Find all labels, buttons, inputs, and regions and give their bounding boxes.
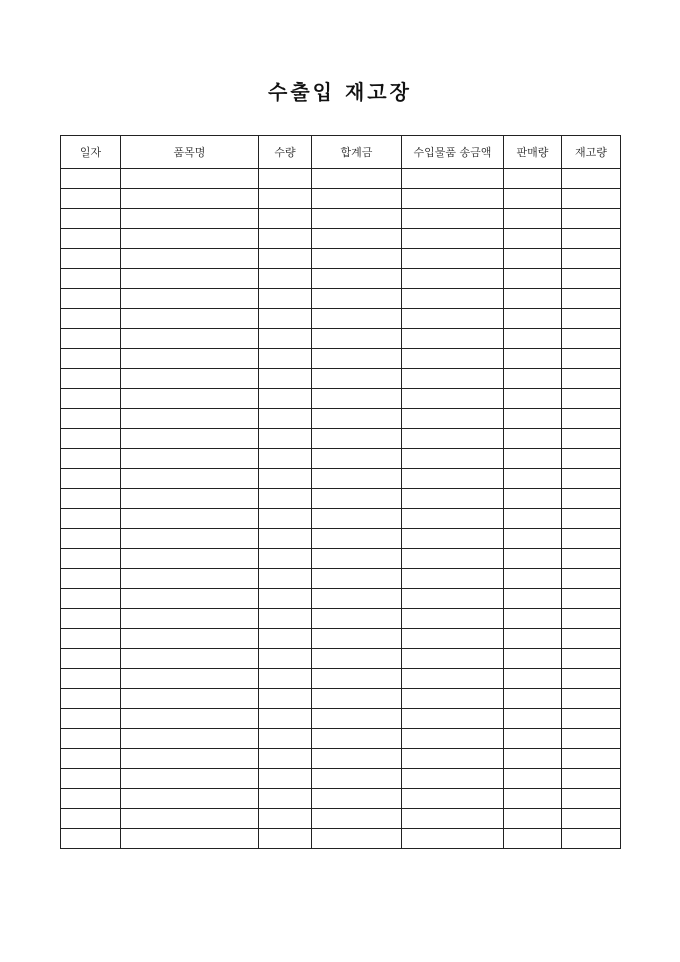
table-cell[interactable]: [61, 769, 121, 789]
table-row: [61, 169, 621, 189]
table-cell[interactable]: [259, 509, 312, 529]
table-cell[interactable]: [121, 609, 259, 629]
table-cell[interactable]: [312, 449, 402, 469]
table-row: [61, 449, 621, 469]
table-cell[interactable]: [504, 529, 562, 549]
table-row: [61, 769, 621, 789]
table-row: [61, 489, 621, 509]
table-cell[interactable]: [259, 249, 312, 269]
table-cell[interactable]: [402, 269, 504, 289]
table-cell[interactable]: [562, 309, 621, 329]
table-cell[interactable]: [504, 809, 562, 829]
table-cell[interactable]: [61, 729, 121, 749]
table-cell[interactable]: [121, 209, 259, 229]
table-cell[interactable]: [312, 349, 402, 369]
table-cell[interactable]: [121, 809, 259, 829]
table-row: [61, 509, 621, 529]
table-cell[interactable]: [504, 189, 562, 209]
table-cell[interactable]: [121, 389, 259, 409]
table-cell[interactable]: [259, 229, 312, 249]
table-cell[interactable]: [121, 749, 259, 769]
table-cell[interactable]: [312, 669, 402, 689]
table-cell[interactable]: [504, 229, 562, 249]
table-cell[interactable]: [562, 449, 621, 469]
table-cell[interactable]: [402, 469, 504, 489]
table-cell[interactable]: [312, 589, 402, 609]
table-cell[interactable]: [504, 549, 562, 569]
table-cell[interactable]: [121, 249, 259, 269]
table-cell[interactable]: [121, 729, 259, 749]
table-cell[interactable]: [121, 509, 259, 529]
table-cell[interactable]: [259, 209, 312, 229]
column-header-quantity: 수량: [259, 136, 312, 169]
table-cell[interactable]: [562, 249, 621, 269]
table-cell[interactable]: [312, 249, 402, 269]
table-row: [61, 309, 621, 329]
table-cell[interactable]: [562, 789, 621, 809]
table-cell[interactable]: [402, 209, 504, 229]
table-cell[interactable]: [504, 689, 562, 709]
table-row: [61, 529, 621, 549]
table-cell[interactable]: [61, 209, 121, 229]
table-cell[interactable]: [61, 829, 121, 849]
table-cell[interactable]: [402, 229, 504, 249]
table-cell[interactable]: [61, 189, 121, 209]
table-row: [61, 209, 621, 229]
table-cell[interactable]: [402, 329, 504, 349]
table-cell[interactable]: [504, 489, 562, 509]
table-cell[interactable]: [121, 829, 259, 849]
table-cell[interactable]: [61, 749, 121, 769]
table-cell[interactable]: [61, 669, 121, 689]
inventory-ledger-table: [60, 135, 621, 849]
table-row: [61, 289, 621, 309]
table-cell[interactable]: [259, 749, 312, 769]
table-cell[interactable]: [61, 489, 121, 509]
table-cell[interactable]: [121, 349, 259, 369]
table-row: [61, 189, 621, 209]
table-cell[interactable]: [562, 189, 621, 209]
table-cell[interactable]: [259, 449, 312, 469]
table-cell[interactable]: [402, 489, 504, 509]
table-cell[interactable]: [562, 229, 621, 249]
table-row: [61, 389, 621, 409]
table-cell[interactable]: [504, 309, 562, 329]
table-cell[interactable]: [504, 389, 562, 409]
table-cell[interactable]: [402, 729, 504, 749]
table-cell[interactable]: [504, 369, 562, 389]
table-cell[interactable]: [312, 769, 402, 789]
table-cell[interactable]: [259, 169, 312, 189]
header-row: [61, 136, 621, 169]
table-cell[interactable]: [121, 529, 259, 549]
table-cell[interactable]: [402, 189, 504, 209]
table-cell[interactable]: [61, 589, 121, 609]
table-cell[interactable]: [312, 269, 402, 289]
table-cell[interactable]: [312, 609, 402, 629]
table-cell[interactable]: [121, 289, 259, 309]
table-cell[interactable]: [259, 629, 312, 649]
table-cell[interactable]: [61, 569, 121, 589]
table-cell[interactable]: [121, 709, 259, 729]
table-cell[interactable]: [61, 469, 121, 489]
table-cell[interactable]: [61, 689, 121, 709]
table-cell[interactable]: [259, 589, 312, 609]
table-cell[interactable]: [312, 409, 402, 429]
table-cell[interactable]: [61, 809, 121, 829]
table-cell[interactable]: [562, 629, 621, 649]
table-row: [61, 429, 621, 449]
table-cell[interactable]: [504, 469, 562, 489]
table-cell[interactable]: [259, 549, 312, 569]
table-cell[interactable]: [312, 429, 402, 449]
table-cell[interactable]: [402, 409, 504, 429]
table-cell[interactable]: [259, 829, 312, 849]
table-row: [61, 409, 621, 429]
table-cell[interactable]: [61, 169, 121, 189]
table-cell[interactable]: [562, 209, 621, 229]
table-cell[interactable]: [562, 589, 621, 609]
table-cell[interactable]: [312, 469, 402, 489]
table-cell[interactable]: [121, 409, 259, 429]
table-cell[interactable]: [61, 709, 121, 729]
table-cell[interactable]: [312, 389, 402, 409]
table-cell[interactable]: [504, 789, 562, 809]
table-cell[interactable]: [562, 809, 621, 829]
table-cell[interactable]: [312, 689, 402, 709]
table-cell[interactable]: [504, 749, 562, 769]
table-cell[interactable]: [312, 729, 402, 749]
table-cell[interactable]: [61, 249, 121, 269]
table-cell[interactable]: [121, 269, 259, 289]
table-cell[interactable]: [121, 329, 259, 349]
table-row: [61, 609, 621, 629]
table-cell[interactable]: [312, 169, 402, 189]
table-cell[interactable]: [121, 669, 259, 689]
table-cell[interactable]: [259, 769, 312, 789]
table-row: [61, 349, 621, 369]
table-cell[interactable]: [402, 829, 504, 849]
table-row: [61, 549, 621, 569]
table-cell[interactable]: [259, 429, 312, 449]
table-cell[interactable]: [312, 829, 402, 849]
table-cell[interactable]: [562, 569, 621, 589]
table-row: [61, 829, 621, 849]
table-cell[interactable]: [504, 629, 562, 649]
table-cell[interactable]: [259, 809, 312, 829]
table-cell[interactable]: [61, 289, 121, 309]
table-cell[interactable]: [504, 409, 562, 429]
table-row: [61, 469, 621, 489]
table-cell[interactable]: [312, 289, 402, 309]
table-cell[interactable]: [259, 789, 312, 809]
table-cell[interactable]: [562, 689, 621, 709]
table-cell[interactable]: [121, 769, 259, 789]
table-cell[interactable]: [504, 429, 562, 449]
table-cell[interactable]: [259, 709, 312, 729]
table-cell[interactable]: [562, 409, 621, 429]
table-cell[interactable]: [259, 529, 312, 549]
table-cell[interactable]: [504, 829, 562, 849]
table-cell[interactable]: [312, 329, 402, 349]
table-cell[interactable]: [259, 269, 312, 289]
table-cell[interactable]: [402, 629, 504, 649]
table-cell[interactable]: [121, 629, 259, 649]
table-cell[interactable]: [312, 509, 402, 529]
table-cell[interactable]: [259, 609, 312, 629]
table-cell[interactable]: [402, 549, 504, 569]
table-cell[interactable]: [121, 169, 259, 189]
table-cell[interactable]: [312, 709, 402, 729]
table-cell[interactable]: [121, 449, 259, 469]
table-cell[interactable]: [259, 189, 312, 209]
table-cell[interactable]: [259, 729, 312, 749]
table-cell[interactable]: [504, 349, 562, 369]
table-cell[interactable]: [121, 469, 259, 489]
table-cell[interactable]: [562, 669, 621, 689]
table-cell[interactable]: [121, 429, 259, 449]
table-cell[interactable]: [61, 309, 121, 329]
table-cell[interactable]: [562, 649, 621, 669]
table-cell[interactable]: [61, 789, 121, 809]
table-cell[interactable]: [402, 429, 504, 449]
table-cell[interactable]: [61, 409, 121, 429]
table-cell[interactable]: [121, 569, 259, 589]
table-row: [61, 329, 621, 349]
table-cell[interactable]: [402, 449, 504, 469]
table-cell[interactable]: [312, 629, 402, 649]
table-cell[interactable]: [504, 329, 562, 349]
table-cell[interactable]: [562, 729, 621, 749]
table-cell[interactable]: [562, 609, 621, 629]
table-cell[interactable]: [402, 309, 504, 329]
table-cell[interactable]: [504, 169, 562, 189]
table-cell[interactable]: [504, 449, 562, 469]
table-cell[interactable]: [562, 169, 621, 189]
column-header-sales-volume: 판매량: [504, 136, 562, 169]
table-cell[interactable]: [121, 309, 259, 329]
table-cell[interactable]: [504, 649, 562, 669]
table-cell[interactable]: [562, 369, 621, 389]
table-cell[interactable]: [312, 809, 402, 829]
table-row: [61, 269, 621, 289]
table-cell[interactable]: [562, 829, 621, 849]
table-cell[interactable]: [312, 309, 402, 329]
table-cell[interactable]: [402, 669, 504, 689]
column-header-date: 일자: [61, 136, 121, 169]
table-cell[interactable]: [402, 569, 504, 589]
table-cell[interactable]: [504, 589, 562, 609]
ledger-body: [61, 169, 621, 849]
table-cell[interactable]: [402, 529, 504, 549]
table-cell[interactable]: [402, 169, 504, 189]
table-row: [61, 749, 621, 769]
table-row: [61, 789, 621, 809]
table-cell[interactable]: [562, 769, 621, 789]
table-cell[interactable]: [402, 709, 504, 729]
table-cell[interactable]: [312, 549, 402, 569]
table-cell[interactable]: [402, 689, 504, 709]
table-cell[interactable]: [562, 389, 621, 409]
table-cell[interactable]: [312, 369, 402, 389]
table-cell[interactable]: [121, 489, 259, 509]
page-title: 수출입 재고장: [268, 80, 412, 104]
table-cell[interactable]: [562, 429, 621, 449]
table-row: [61, 689, 621, 709]
table-cell[interactable]: [504, 769, 562, 789]
table-cell[interactable]: [121, 189, 259, 209]
table-cell[interactable]: [259, 669, 312, 689]
column-header-item-name: 품목명: [121, 136, 259, 169]
table-cell[interactable]: [562, 509, 621, 529]
table-cell[interactable]: [562, 529, 621, 549]
table-cell[interactable]: [61, 269, 121, 289]
table-cell[interactable]: [312, 569, 402, 589]
table-cell[interactable]: [259, 329, 312, 349]
table-cell[interactable]: [61, 629, 121, 649]
table-cell[interactable]: [402, 389, 504, 409]
table-cell[interactable]: [61, 609, 121, 629]
table-cell[interactable]: [312, 489, 402, 509]
table-cell[interactable]: [402, 369, 504, 389]
table-cell[interactable]: [61, 349, 121, 369]
table-cell[interactable]: [259, 289, 312, 309]
table-cell[interactable]: [61, 389, 121, 409]
table-cell[interactable]: [402, 609, 504, 629]
table-cell[interactable]: [562, 289, 621, 309]
table-cell[interactable]: [402, 289, 504, 309]
table-cell[interactable]: [402, 769, 504, 789]
table-cell[interactable]: [312, 189, 402, 209]
table-row: [61, 709, 621, 729]
table-cell[interactable]: [402, 749, 504, 769]
table-cell[interactable]: [121, 549, 259, 569]
table-cell[interactable]: [259, 349, 312, 369]
table-cell[interactable]: [259, 649, 312, 669]
column-header-import-remittance: 수입물품 송금액: [402, 136, 504, 169]
table-cell[interactable]: [504, 729, 562, 749]
table-cell[interactable]: [61, 329, 121, 349]
table-row: [61, 249, 621, 269]
table-cell[interactable]: [504, 289, 562, 309]
column-header-total-amount: 합계금: [312, 136, 402, 169]
table-row: [61, 809, 621, 829]
table-cell[interactable]: [504, 609, 562, 629]
table-cell[interactable]: [562, 469, 621, 489]
table-cell[interactable]: [121, 789, 259, 809]
table-cell[interactable]: [121, 689, 259, 709]
table-row: [61, 229, 621, 249]
table-row: [61, 569, 621, 589]
table-row: [61, 369, 621, 389]
table-cell[interactable]: [121, 369, 259, 389]
table-cell[interactable]: [259, 469, 312, 489]
table-cell[interactable]: [312, 229, 402, 249]
table-cell[interactable]: [562, 549, 621, 569]
table-cell[interactable]: [121, 649, 259, 669]
table-cell[interactable]: [504, 569, 562, 589]
table-cell[interactable]: [562, 269, 621, 289]
table-cell[interactable]: [402, 809, 504, 829]
table-cell[interactable]: [61, 369, 121, 389]
table-cell[interactable]: [402, 589, 504, 609]
table-cell[interactable]: [402, 349, 504, 369]
table-cell[interactable]: [61, 229, 121, 249]
table-cell[interactable]: [259, 689, 312, 709]
table-cell[interactable]: [562, 749, 621, 769]
table-cell[interactable]: [259, 569, 312, 589]
table-cell[interactable]: [562, 349, 621, 369]
table-cell[interactable]: [61, 429, 121, 449]
table-cell[interactable]: [312, 649, 402, 669]
table-row: [61, 649, 621, 669]
table-cell[interactable]: [312, 789, 402, 809]
table-cell[interactable]: [402, 509, 504, 529]
table-cell[interactable]: [61, 529, 121, 549]
table-cell[interactable]: [312, 209, 402, 229]
table-cell[interactable]: [312, 749, 402, 769]
table-cell[interactable]: [562, 329, 621, 349]
table-cell[interactable]: [402, 249, 504, 269]
table-row: [61, 729, 621, 749]
table-cell[interactable]: [402, 789, 504, 809]
table-cell[interactable]: [402, 649, 504, 669]
table-cell[interactable]: [259, 409, 312, 429]
table-cell[interactable]: [504, 669, 562, 689]
column-header-stock-quantity: 재고량: [562, 136, 621, 169]
table-cell[interactable]: [504, 269, 562, 289]
table-cell[interactable]: [312, 529, 402, 549]
table-cell[interactable]: [259, 389, 312, 409]
table-cell[interactable]: [562, 709, 621, 729]
table-cell[interactable]: [61, 549, 121, 569]
table-cell[interactable]: [121, 589, 259, 609]
table-cell[interactable]: [121, 229, 259, 249]
table-row: [61, 669, 621, 689]
table-cell[interactable]: [61, 509, 121, 529]
table-cell[interactable]: [504, 249, 562, 269]
table-cell[interactable]: [259, 369, 312, 389]
table-cell[interactable]: [259, 309, 312, 329]
table-cell[interactable]: [504, 209, 562, 229]
table-cell[interactable]: [259, 489, 312, 509]
table-cell[interactable]: [504, 709, 562, 729]
table-cell[interactable]: [562, 489, 621, 509]
table-row: [61, 629, 621, 649]
table-cell[interactable]: [61, 449, 121, 469]
table-cell[interactable]: [504, 509, 562, 529]
table-cell[interactable]: [61, 649, 121, 669]
table-row: [61, 589, 621, 609]
